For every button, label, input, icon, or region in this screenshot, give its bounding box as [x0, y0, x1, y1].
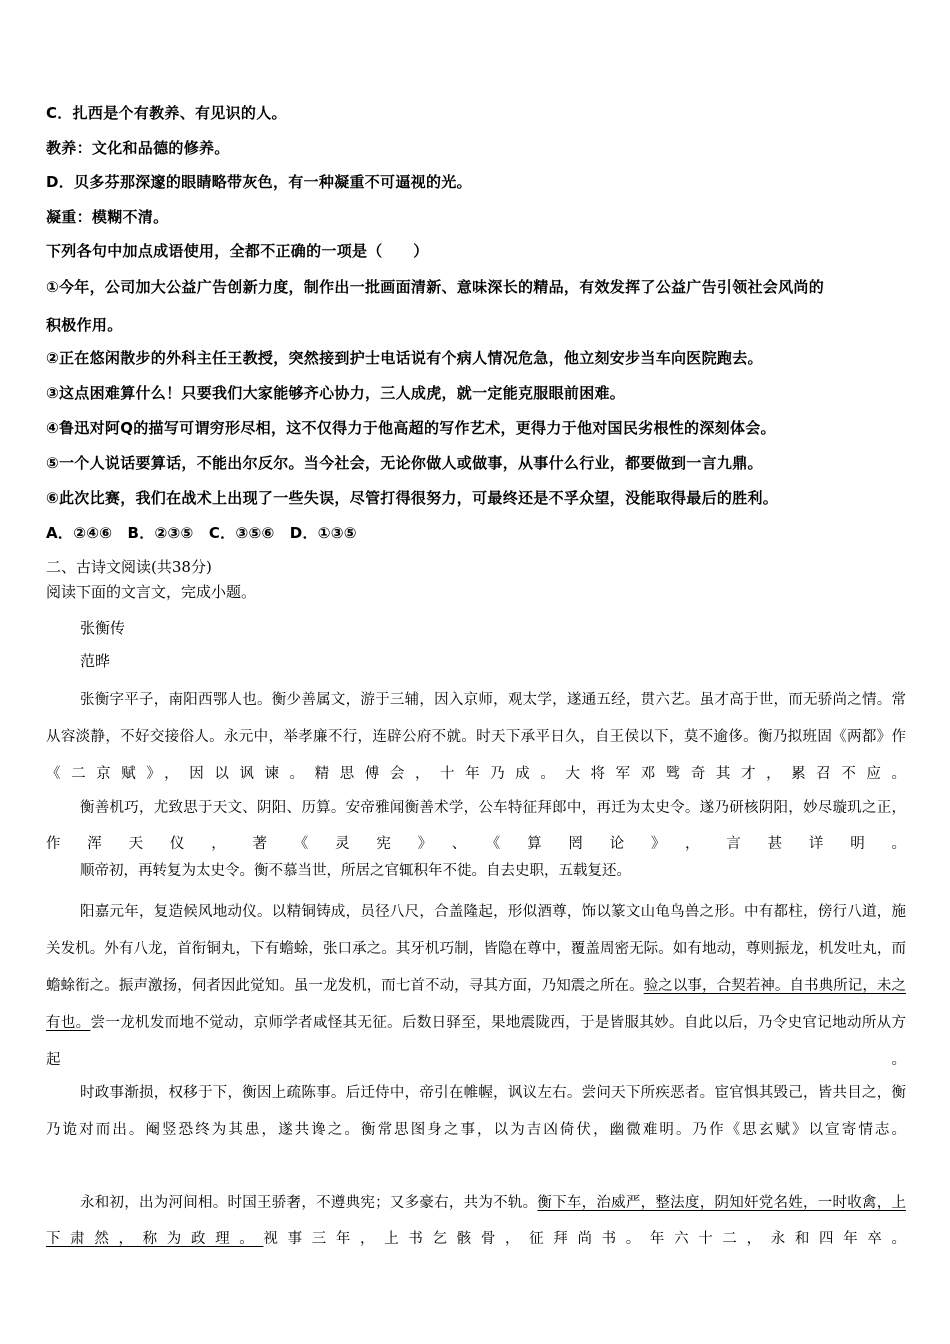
option-c-definition: 教养：文化和品德的修养。: [46, 139, 230, 157]
sentence-1-line-1: ①今年，公司加大公益广告创新力度，制作出一批画面清新、意味深长的精品，有效发挥了公益广告引领社会风尚的: [46, 278, 825, 296]
paragraph-5-text: 时政事渐损，权移于下，衡因上疏陈事。后迁侍中，帝引在帷幄，讽议左右。尝问天下所疾恶者。宦官惧其毁己，皆共目之，衡乃诡对而出。阉竖恐终为其患，遂共谗之。衡常思图身之事，以为吉凶倚伏，幽微难明。乃作《思玄赋》以宣寄情志。: [46, 1085, 906, 1138]
paragraph-1: [46, 682, 906, 793]
option-d-text: D．贝多芬那深邃的眼睛略带灰色，有一种凝重不可逼视的光。: [46, 173, 472, 191]
paragraph-3: [46, 860, 906, 882]
sentence-4: ④鲁迅对阿Q的描写可谓穷形尽相，这不仅得力于他高超的写作艺术，更得力于他对国民劣根性的深刻体会。: [46, 419, 776, 437]
paragraph-6-underlined: 衡下车，治威严，整法度，阴知奸党名姓，一时收禽，上下肃然，称为政理。: [46, 1195, 906, 1247]
paragraph-1-text: 张衡字平子，南阳西鄂人也。衡少善属文，游于三辅，因入京师，观太学，遂通五经，贯六艺。虽才高于世，而无骄尚之情。常从容淡静，不好交接俗人。永元中，举孝廉不行，连辟公府不就。时天下承平日久，自王侯以下，莫不逾侈。衡乃拟班固《两都》作《二京赋》，因以讽谏。精思傅会，十年乃成。大将军邓骘奇其才，累召不应。: [46, 692, 906, 782]
option-c-text: C．扎西是个有教养、有见识的人。: [46, 104, 287, 122]
sentence-2: ②正在悠闲散步的外科主任王教授，突然接到护士电话说有个病人情况危急，他立刻安步当车向医院跑去。: [46, 349, 763, 367]
paragraph-4-text-b: 尝一龙机发而地不觉动，京师学者咸怪其无征。后数日驿至，果地震陇西，于是皆服其妙。自此以后，乃令史官记地动所从方起。: [46, 1015, 906, 1068]
paragraph-6: [46, 1185, 906, 1257]
paragraph-5: [46, 1075, 906, 1149]
section-instruction: 阅读下面的文言文，完成小题。: [46, 583, 257, 601]
answer-options: A．②④⑥ B．②③⑤ C．③⑤⑥ D．①③⑤: [46, 524, 357, 542]
paragraph-3-text: 顺帝初，再转复为太史令。衡不慕当世，所居之官辄积年不徙。自去史职，五载复还。: [80, 863, 631, 879]
passage-title: 张衡传: [80, 619, 126, 637]
option-d-definition: 凝重：模糊不清。: [46, 208, 169, 226]
paragraph-6-text-a: 永和初，出为河间相。时国王骄奢，不遵典宪；又多豪右，共为不轨。: [80, 1195, 538, 1211]
sentence-6: ⑥此次比赛，我们在战术上出现了一些失误，尽管打得很努力，可最终还是不孚众望，没能取得最后的胜利。: [46, 489, 779, 507]
paragraph-2: [46, 790, 906, 862]
sentence-3: ③这点困难算什么！只要我们大家能够齐心协力，三人成虎，就一定能克服眼前困难。: [46, 384, 626, 402]
question-stem: 下列各句中加点成语使用，全都不正确的一项是（ ）: [46, 242, 429, 260]
paragraph-4: [46, 894, 906, 1079]
section-heading: 二、古诗文阅读(共38分): [46, 558, 212, 576]
sentence-1-line-2: 积极作用。: [46, 316, 123, 334]
paragraph-4-text-a: 阳嘉元年，复造候风地动仪。以精铜铸成，员径八尺，合盖隆起，形似酒尊，饰以篆文山龟鸟兽之形。中有都柱，傍行八道，施关发机。外有八龙，首衔铜丸，下有蟾蜍，张口承之。其牙机巧制，皆隐在尊中，覆盖周密无际。如有地动，尊则振龙，机发吐丸，而蟾蜍衔之。振声激扬，伺者因此觉知。虽一龙发机，而七首不动，寻其方面，乃知震之所在。: [46, 904, 906, 994]
paragraph-2-text: 衡善机巧，尤致思于天文、阴阳、历算。安帝雅闻衡善术学，公车特征拜郎中，再迁为太史令。遂乃研核阴阳，妙尽璇玑之正，作浑天仪，著《灵宪》、《算罔论》，言甚详明。: [46, 800, 906, 852]
passage-author: 范晔: [80, 652, 111, 670]
sentence-5: ⑤一个人说话要算话，不能出尔反尔。当今社会，无论你做人或做事，从事什么行业，都要做到一言九鼎。: [46, 454, 763, 472]
paragraph-4-underlined: 验之以事，合契若神。自书典所记，未之有也。: [46, 978, 907, 1031]
paragraph-6-text-b: 视事三年，上书乞骸骨，征拜尚书。年六十二，永和四年卒。: [263, 1231, 907, 1247]
